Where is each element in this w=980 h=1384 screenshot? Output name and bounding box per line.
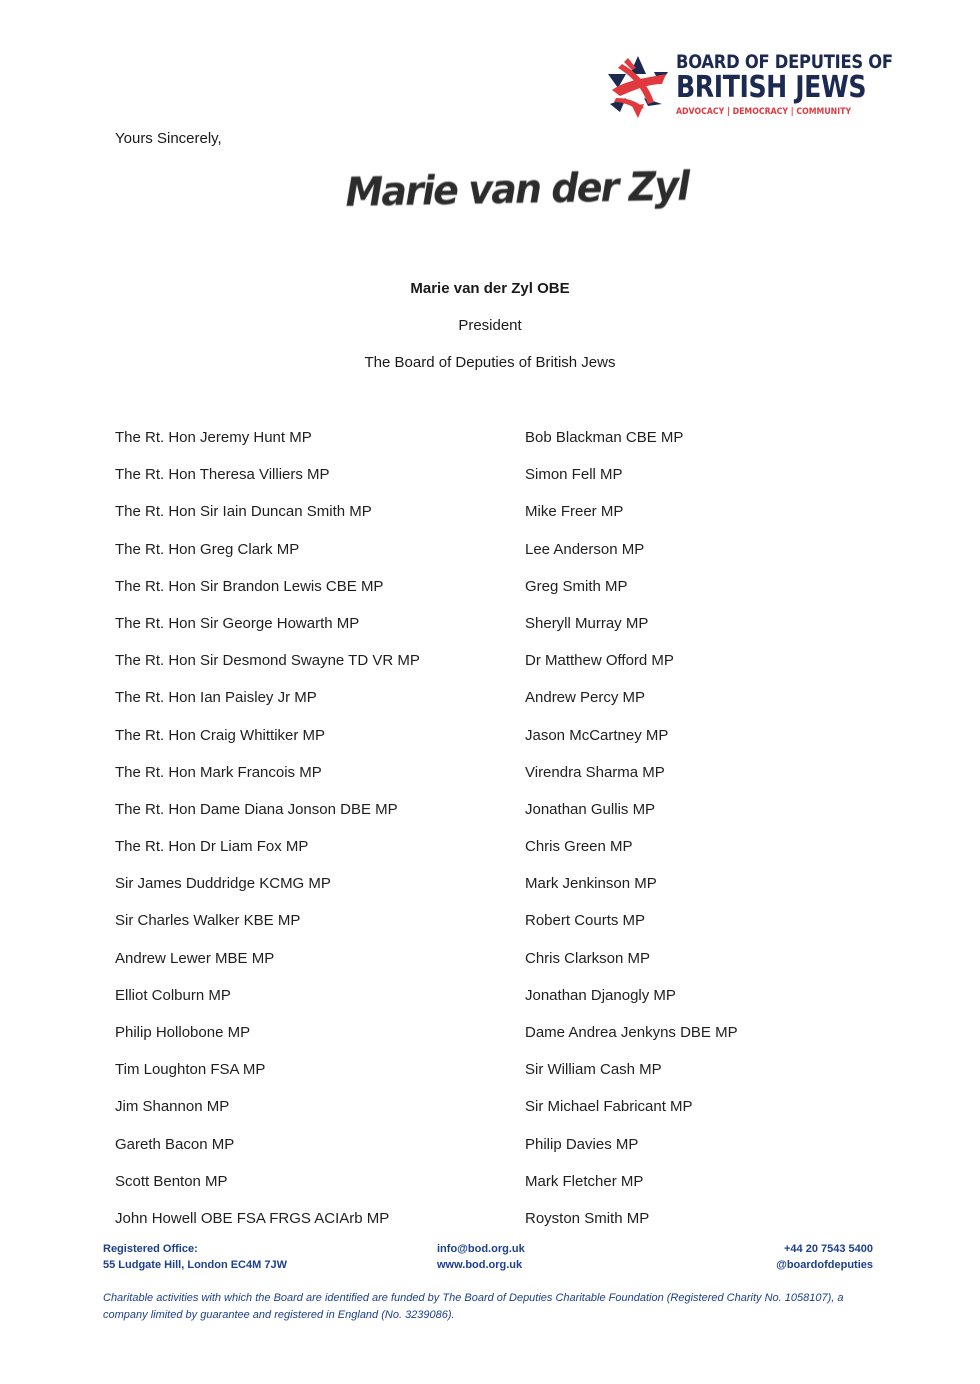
signatory: Lee Anderson MP [525, 540, 645, 558]
footer-website-link[interactable]: www.bod.org.uk [437, 1259, 523, 1271]
signatory: Greg Smith MP [525, 577, 628, 595]
signatory: John Howell OBE FSA FRGS ACIArb MP [115, 1209, 390, 1227]
signatory: Sheryll Murray MP [525, 614, 649, 632]
signer-title: President [458, 317, 522, 334]
signatory: The Rt. Hon Sir Iain Duncan Smith MP [115, 503, 372, 521]
signatory: The Rt. Hon Ian Paisley Jr MP [115, 689, 317, 707]
signatory: The Rt. Hon Mark Francois MP [115, 763, 322, 781]
charity-disclaimer: Charitable activities with which the Board are identified are funded by The Board of Deputies Charitable Foundation (Registered Charity No. 1058107), a company limited by guarantee and registered in England (No. 3239086). [103, 1292, 844, 1321]
signatory: Robert Courts MP [525, 912, 646, 930]
signatory: Andrew Percy MP [525, 689, 646, 707]
logo-line-1: BOARD OF DEPUTIES OF [676, 51, 893, 73]
signatory: Mark Jenkinson MP [525, 875, 657, 893]
footer-social-handle: @boardofdeputies [776, 1259, 873, 1271]
footer-contact-block [437, 1241, 525, 1273]
signatory: Jonathan Djanogly MP [525, 986, 676, 1004]
signatory: Philip Davies MP [525, 1135, 639, 1153]
signatory: Bob Blackman CBE MP [525, 429, 684, 446]
signatory: Sir Michael Fabricant MP [525, 1098, 693, 1116]
signatories-left-column [115, 428, 420, 1246]
signatory: Sir Charles Walker KBE MP [115, 912, 301, 930]
signatory: The Rt. Hon Sir George Howarth MP [115, 614, 360, 632]
logo-line-2: BRITISH JEWS [676, 70, 867, 105]
signatory: Gareth Bacon MP [115, 1135, 235, 1153]
logo-tagline: ADVOCACY | DEMOCRACY | COMMUNITY [676, 107, 852, 117]
signatory: Royston Smith MP [525, 1209, 650, 1227]
signatory: The Rt. Hon Dame Diana Jonson DBE MP [115, 800, 398, 818]
signatory: Jason McCartney MP [525, 726, 669, 744]
signatory: Chris Clarkson MP [525, 949, 651, 967]
signatory: The Rt. Hon Sir Brandon Lewis CBE MP [115, 577, 384, 595]
signatory: The Rt. Hon Jeremy Hunt MP [115, 429, 312, 446]
signatory: Sir William Cash MP [525, 1061, 662, 1079]
signatory: Andrew Lewer MBE MP [115, 949, 275, 967]
signatory: The Rt. Hon Dr Liam Fox MP [115, 838, 309, 856]
handwritten-signature [345, 163, 689, 225]
signatory: Philip Hollobone MP [115, 1024, 251, 1041]
signer-organization: The Board of Deputies of British Jews [364, 354, 616, 371]
signatory: Chris Green MP [525, 838, 633, 856]
signatory: Simon Fell MP [525, 466, 623, 484]
footer-address-block [103, 1241, 287, 1273]
signatory: Sir James Duddridge KCMG MP [115, 875, 331, 893]
signatory: The Rt. Hon Craig Whittiker MP [115, 726, 326, 744]
signatory: Jonathan Gullis MP [525, 800, 656, 818]
signatory: Elliot Colburn MP [115, 986, 231, 1004]
signatory: Jim Shannon MP [115, 1098, 230, 1116]
signatory: Mark Fletcher MP [525, 1172, 644, 1190]
footer-phone: +44 20 7543 5400 [783, 1243, 873, 1255]
signatory: Dr Matthew Offord MP [525, 652, 674, 670]
signatory: Dame Andrea Jenkyns DBE MP [525, 1024, 738, 1041]
star-of-david-union-flag-icon [608, 54, 670, 120]
footer-office-label: Registered Office: [103, 1243, 198, 1255]
signatory: Virendra Sharma MP [525, 763, 665, 781]
footer-email-link[interactable]: info@bod.org.uk [437, 1243, 525, 1255]
signatories-right-column [525, 428, 738, 1246]
letter-closing: Yours Sincerely, [115, 130, 222, 147]
signatory: The Rt. Hon Theresa Villiers MP [115, 466, 330, 484]
signatory: Mike Freer MP [525, 503, 624, 521]
logo-wordmark [676, 50, 928, 117]
footer-phone-social-block [776, 1241, 873, 1273]
signer-name: Marie van der Zyl OBE [410, 280, 570, 297]
organization-logo [608, 50, 893, 125]
signatory: Tim Loughton FSA MP [115, 1061, 266, 1079]
signature-text: Marie van der Zyl [345, 163, 689, 216]
signatory: Scott Benton MP [115, 1172, 228, 1190]
signatory: The Rt. Hon Sir Desmond Swayne TD VR MP [115, 652, 420, 670]
signatory: The Rt. Hon Greg Clark MP [115, 540, 300, 558]
footer-office-address: 55 Ludgate Hill, London EC4M 7JW [103, 1259, 287, 1271]
